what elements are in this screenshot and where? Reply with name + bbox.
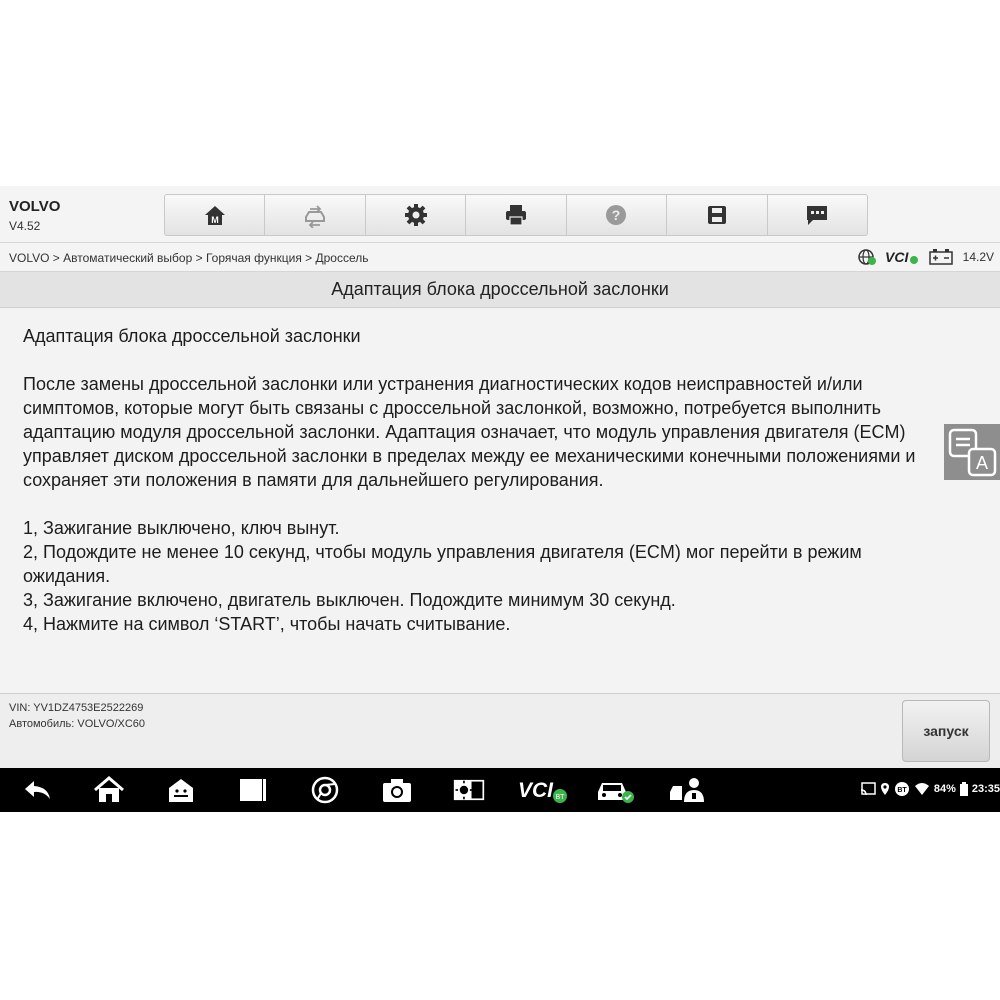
home-icon bbox=[202, 202, 228, 228]
messages-button[interactable] bbox=[768, 195, 867, 235]
camera-button[interactable] bbox=[381, 776, 413, 804]
system-status-tray bbox=[860, 781, 1000, 797]
vehicle-footer bbox=[0, 693, 1000, 765]
app-screen bbox=[0, 186, 1000, 812]
translate-icon bbox=[944, 424, 1000, 480]
brightness-icon bbox=[453, 776, 485, 804]
page-title: Адаптация блока дроссельной заслонки bbox=[331, 279, 669, 299]
step-item: 2, Подождите не менее 10 секунд, чтобы модуль управления двигателя (ECM) мог перейти в режим ожидания. bbox=[23, 542, 862, 586]
save-button[interactable] bbox=[667, 195, 767, 235]
vehicle-label: Автомобиль: VOLVO/XC60 bbox=[9, 718, 146, 730]
chrome-button[interactable] bbox=[309, 776, 341, 804]
globe-icon bbox=[857, 248, 877, 266]
content-paragraph: После замены дроссельной заслонки или устранения диагностических кодов неисправностей и/или симптомов, которые могут быть связаны с дроссельной заслонкой, возможно, потребуется выполнить адаптацию модуля дроссельной заслонки. Адаптация означает, что модуль управления двигателя (ECM) управляет диском дроссельной заслонки в пределах между ее механическими конечными положениями и сохраняет эти положения в памяти для дальнейшего регулирования. bbox=[23, 374, 916, 490]
steps-list bbox=[23, 516, 953, 636]
svg-text:BT: BT bbox=[555, 794, 565, 801]
app-name: VOLVO bbox=[9, 198, 61, 215]
instruction-text bbox=[23, 324, 953, 636]
cast-icon bbox=[860, 782, 876, 796]
step-item: 4, Нажмите на символ ‘START’, чтобы начать считывание. bbox=[23, 614, 511, 634]
svg-text:M: M bbox=[210, 215, 219, 225]
battery-level-icon bbox=[960, 782, 968, 796]
breadcrumb: VOLVO > Автоматический выбор > Горячая функция > Дроссель bbox=[9, 251, 369, 265]
vehicle-check-button[interactable] bbox=[595, 776, 635, 804]
gear-icon bbox=[403, 202, 429, 228]
vci-icon bbox=[518, 776, 568, 804]
vehicle-swap-icon bbox=[302, 202, 328, 228]
location-icon bbox=[880, 782, 890, 796]
svg-text:VCI: VCI bbox=[884, 249, 908, 265]
step-item: 1, Зажигание выключено, ключ вынут. bbox=[23, 518, 340, 538]
vin-label: VIN: YV1DZ4753E2522269 bbox=[9, 702, 144, 714]
help-icon bbox=[603, 202, 629, 228]
back-icon bbox=[22, 778, 54, 802]
svg-text:BT: BT bbox=[897, 787, 907, 794]
save-icon bbox=[704, 202, 730, 228]
content-heading: Адаптация блока дроссельной заслонки bbox=[23, 326, 361, 346]
clock: 23:35 bbox=[971, 783, 1000, 795]
page-title-bar bbox=[0, 272, 1000, 308]
main-toolbar bbox=[164, 194, 868, 236]
home-button[interactable] bbox=[165, 195, 265, 235]
svg-text:VCI: VCI bbox=[518, 779, 554, 802]
brightness-button[interactable] bbox=[453, 776, 485, 804]
print-button[interactable] bbox=[466, 195, 566, 235]
recents-icon bbox=[237, 776, 269, 804]
step-item: 3, Зажигание включено, двигатель выключен. Подождите минимум 30 секунд. bbox=[23, 590, 676, 610]
help-button[interactable] bbox=[567, 195, 667, 235]
home-icon bbox=[93, 776, 125, 804]
svg-text:A: A bbox=[975, 453, 989, 473]
battery-percent: 84% bbox=[933, 783, 956, 795]
back-button[interactable] bbox=[22, 776, 54, 804]
technician-icon bbox=[668, 776, 708, 804]
recents-button[interactable] bbox=[237, 776, 269, 804]
battery-icon bbox=[929, 248, 955, 266]
connection-status bbox=[857, 248, 994, 266]
svg-text:?: ? bbox=[612, 207, 621, 223]
vehicle-swap-button[interactable] bbox=[265, 195, 365, 235]
settings-button[interactable] bbox=[366, 195, 466, 235]
voltage-readout: 14.2V bbox=[962, 250, 994, 264]
android-system-bar bbox=[0, 768, 1000, 812]
vci-button[interactable] bbox=[518, 776, 568, 804]
android-icon bbox=[165, 776, 197, 804]
android-home-button[interactable] bbox=[165, 776, 197, 804]
top-bar bbox=[0, 186, 1000, 242]
camera-icon bbox=[381, 776, 413, 804]
technician-button[interactable] bbox=[668, 776, 708, 804]
app-version: V4.52 bbox=[9, 219, 41, 233]
content-panel[interactable] bbox=[0, 308, 1000, 693]
chrome-icon bbox=[309, 776, 341, 804]
run-button[interactable]: запуск bbox=[902, 700, 990, 762]
car-check-icon bbox=[595, 776, 635, 804]
vci-status-icon bbox=[885, 248, 921, 266]
wifi-icon bbox=[914, 782, 930, 796]
translate-button[interactable] bbox=[944, 424, 1000, 480]
breadcrumb-bar bbox=[0, 242, 1000, 272]
bluetooth-icon bbox=[894, 781, 910, 797]
nav-home-button[interactable] bbox=[93, 776, 125, 804]
message-icon bbox=[804, 202, 830, 228]
printer-icon bbox=[503, 202, 529, 228]
